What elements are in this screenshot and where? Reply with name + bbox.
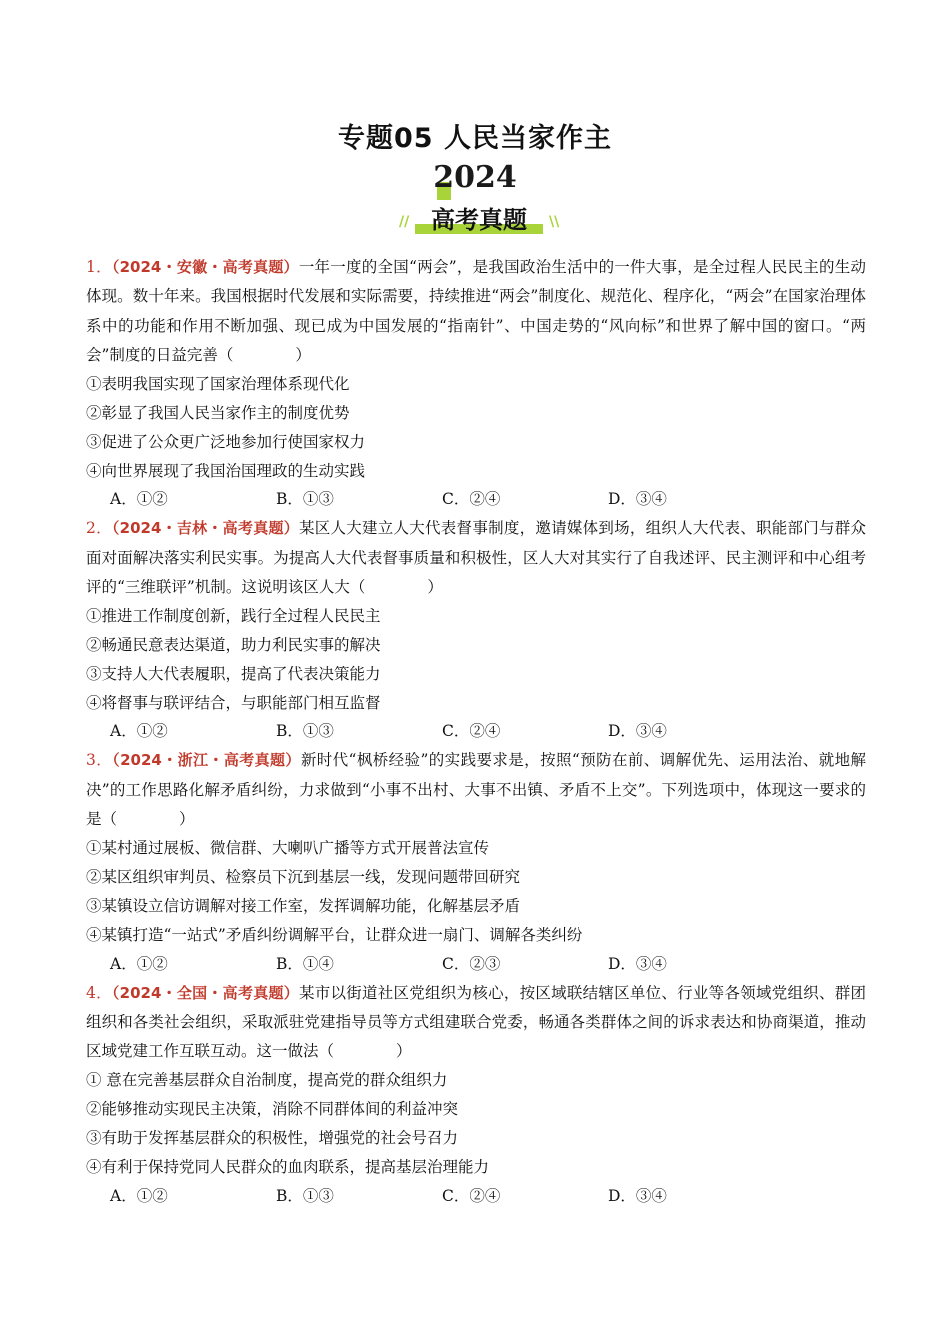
question-source: （2024・全国・高考真题） <box>111 983 299 1002</box>
question-text: 一年一度的全国“两会”，是我国政治生活中的一件大事，是全过程人民民主的生动体现。数十年来。我国根据时代发展和实际需要，持续推进“两会”制度化、规范化、程序化，“两会”在国家治理体系中的功能和作用不断加强、现已成为中国发展的“指南针”、中国走势的“风向标”和世界了解中国的窗口。“两会”制度的日益完善（ ） <box>86 258 866 364</box>
question-1 <box>86 253 866 514</box>
answer-choice-a: A．①② <box>110 490 168 509</box>
answer-choices <box>86 717 866 746</box>
statement-option: ③有助于发挥基层群众的积极性，增强党的社会号召力 <box>86 1129 459 1148</box>
badge-label: 高考真题 <box>431 206 527 234</box>
statement-option: ②彰显了我国人民当家作主的制度优势 <box>86 403 350 422</box>
page-title: 专题05 人民当家作主 <box>338 123 612 154</box>
statement-option: ③促进了公众更广泛地参加行使国家权力 <box>86 432 366 451</box>
answer-choice-d: D．③④ <box>608 490 667 509</box>
question-3 <box>86 746 866 978</box>
question-stem <box>86 746 866 834</box>
statement-option: ①推进工作制度创新，践行全过程人民民主 <box>86 607 381 626</box>
question-number: 1． <box>86 258 112 276</box>
question-2 <box>86 514 866 746</box>
slash-decoration-right: \\ <box>549 214 560 230</box>
statement-option: ③某镇设立信访调解对接工作室，发挥调解功能，化解基层矛盾 <box>86 896 521 915</box>
question-stem <box>86 979 866 1067</box>
statement-option: ②能够推动实现民主决策，消除不同群体间的利益冲突 <box>86 1100 459 1119</box>
statement-option: ①某村通过展板、微信群、大喇叭广播等方式开展普法宣传 <box>86 839 490 858</box>
question-number: 4． <box>86 983 112 1002</box>
question-stem <box>86 253 866 370</box>
statement-option: ②畅通民意表达渠道，助力利民实事的解决 <box>86 636 381 655</box>
statement-option: ④向世界展现了我国治国理政的生动实践 <box>86 461 366 480</box>
question-number: 3． <box>86 751 113 770</box>
statement-option: ④有利于保持党同人民群众的血肉联系，提高基层治理能力 <box>86 1157 490 1176</box>
answer-choices <box>86 1182 866 1211</box>
answer-choice-b: B．①③ <box>276 490 334 509</box>
question-stem <box>86 514 866 602</box>
question-source: （2024・吉林・高考真题） <box>111 519 299 538</box>
question-4 <box>86 979 866 1211</box>
answer-choice-a: A．①② <box>110 954 168 973</box>
answer-choice-d: D．③④ <box>608 954 667 973</box>
answer-choice-c: C．②③ <box>442 954 501 973</box>
answer-choice-d: D．③④ <box>608 1186 667 1205</box>
answer-choices <box>86 950 866 979</box>
answer-choice-b: B．①③ <box>276 722 334 741</box>
question-text: 某市以街道社区党组织为核心，按区域联结辖区单位、行业等各领域党组织、群团组织和各类社会组织，采取派驻党建指导员等方式组建联合党委，畅通各类群体之间的诉求表达和协商渠道，推动区域党建工作互联互动。这一做法（ ） <box>86 983 866 1061</box>
answer-choices <box>86 485 866 514</box>
answer-choice-a: A．①② <box>110 1186 168 1205</box>
slash-decoration-left: // <box>399 214 410 230</box>
answer-choice-c: C．②④ <box>442 490 501 509</box>
answer-choice-b: B．①④ <box>276 954 334 973</box>
question-text: 某区人大建立人大代表督事制度，邀请媒体到场，组织人大代表、职能部门与群众面对面解决落实利民实事。为提高人大代表督事质量和积极性，区人大对其实行了自我述评、民主测评和中心组考评的“三维联评”机制。这说明该区人大（ ） <box>86 519 866 596</box>
question-source: （2024・安徽・高考真题） <box>111 258 299 276</box>
statement-option: ②某区组织审判员、检察员下沉到基层一线，发现问题带回研究 <box>86 868 521 887</box>
question-text: 新时代“枫桥经验”的实践要求是，按照“预防在前、调解优先、运用法治、就地解决”的工作思路化解矛盾纠纷，力求做到“小事不出村、大事不出镇、矛盾不上交”。下列选项中，体现这一要求的是（ ） <box>86 751 866 829</box>
badge-year: 2024 <box>433 160 517 195</box>
answer-choice-c: C．②④ <box>442 1186 501 1205</box>
answer-choice-a: A．①② <box>110 722 168 741</box>
answer-choice-c: C．②④ <box>442 722 501 741</box>
question-source: （2024・浙江・高考真题） <box>112 751 301 770</box>
statement-option: ①表明我国实现了国家治理体系现代化 <box>86 375 350 394</box>
question-list <box>86 253 866 1211</box>
statement-option: ① 意在完善基层群众自治制度，提高党的群众组织力 <box>86 1071 448 1090</box>
answer-choice-b: B．①③ <box>276 1186 334 1205</box>
statement-option: ④将督事与联评结合，与职能部门相互监督 <box>86 693 381 712</box>
year-badge <box>399 158 565 240</box>
statement-option: ③支持人大代表履职，提高了代表决策能力 <box>86 664 381 683</box>
statement-option: ④某镇打造“一站式”矛盾纠纷调解平台，让群众进一扇门、调解各类纠纷 <box>86 925 583 944</box>
answer-choice-d: D．③④ <box>608 722 667 741</box>
question-number: 2． <box>86 519 112 538</box>
